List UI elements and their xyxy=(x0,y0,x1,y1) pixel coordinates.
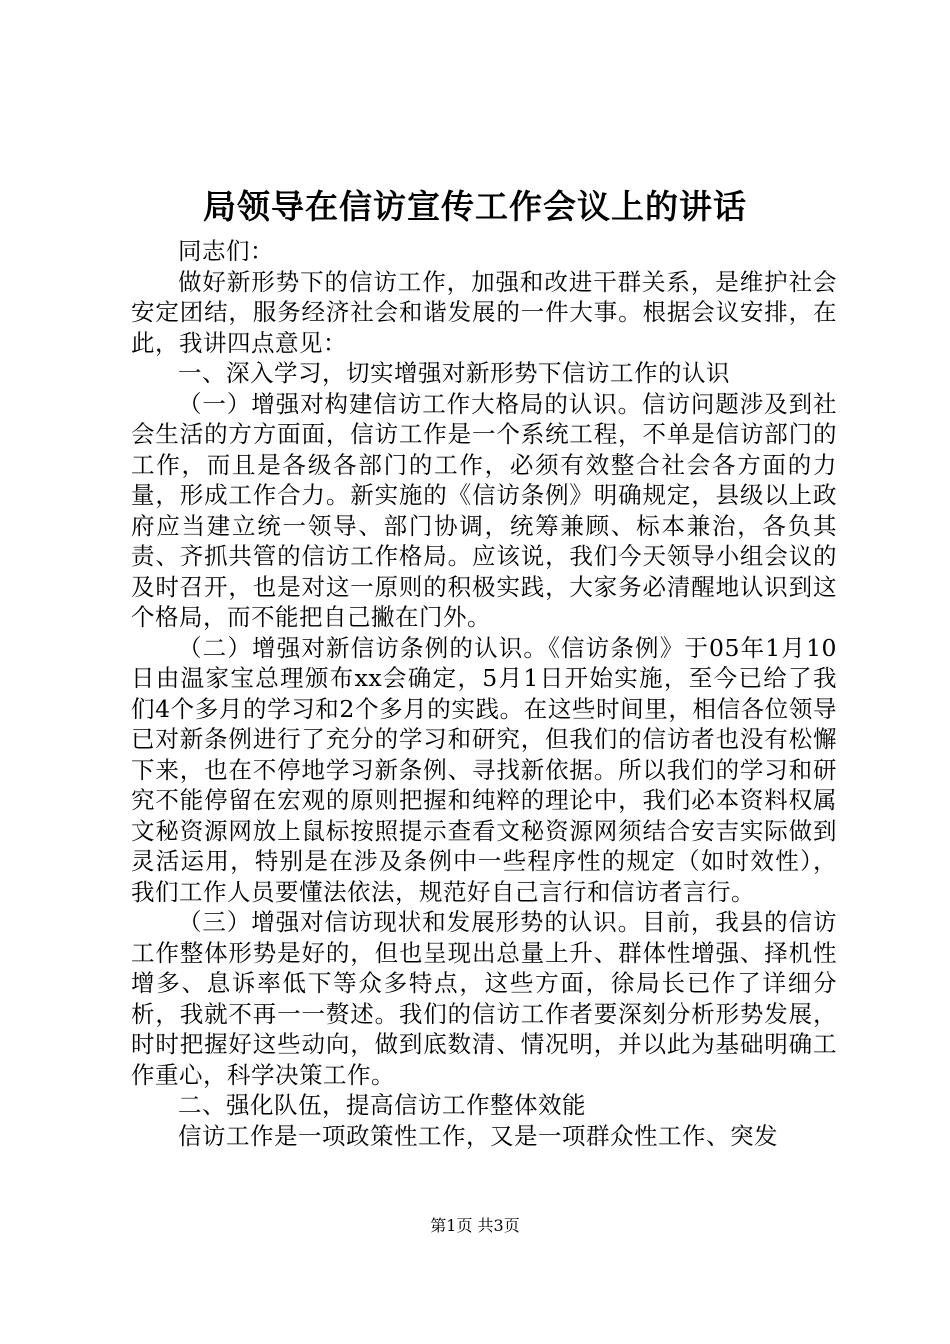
subsection-paragraph-3: （三）增强对信访现状和发展形势的认识。目前，我县的信访工作整体形势是好的，但也呈现出总量上升、群体性增强、择机性增多、息诉率低下等众多特点，这些方面，徐局长已作了详细分析，我就不再一一赘述。我们的信访工作者要深刻分析形势发展，时时把握好这些动向，做到底数清、情况明，并以此为基础明确工作重心，科学决策工作。 xyxy=(131,908,837,1089)
document-title: 局领导在信访宣传工作会议上的讲话 xyxy=(203,187,747,226)
salutation: 同志们： xyxy=(178,237,274,265)
body-paragraph: 信访工作是一项政策性工作，又是一项群众性工作、突发 xyxy=(178,1121,778,1150)
intro-paragraph: 做好新形势下的信访工作，加强和改进干群关系，是维护社会安定团结，服务经济社会和谐发展的一件大事。根据会议安排，在此，我讲四点意见： xyxy=(131,267,837,357)
document-body xyxy=(131,236,837,1151)
section-heading-1: 一、深入学习，切实增强对新形势下信访工作的认识 xyxy=(178,359,730,387)
subsection-paragraph-2: （二）增强对新信访条例的认识。《信访条例》于05年1月10日由温家宝总理颁布xx会确定，5月1日开始实施，至今已给了我们4个多月的学习和2个多月的实践。在这些时间里，相信各位领导已对新条例进行了充分的学习和研究，但我们的信访者也没有松懈下来，也在不停地学习新条例、寻找新依据。所以我们的学习和研究不能停留在宏观的原则把握和纯粹的理论中，我们必本资料权属文秘资源网放上鼠标按照提示查看文秘资源网须结合安吉实际做到灵活运用，特别是在涉及条例中一些程序性的规定（如时效性），我们工作人员要懂法依法，规范好自己言行和信访者言行。 xyxy=(131,633,837,906)
subsection-paragraph-1: （一）增强对构建信访工作大格局的认识。信访问题涉及到社会生活的方方面面，信访工作是一个系统工程，不单是信访部门的工作，而且是各级各部门的工作，必须有效整合社会各方面的力量，形成工作合力。新实施的《信访条例》明确规定，县级以上政府应当建立统一领导、部门协调，统筹兼顾、标本兼治，各负其责、齐抓共管的信访工作格局。应该说，我们今天领导小组会议的及时召开，也是对这一原则的积极实践，大家务必清醒地认识到这个格局，而不能把自己撇在门外。 xyxy=(131,389,837,631)
section-heading-2: 二、强化队伍，提高信访工作整体效能 xyxy=(178,1091,586,1119)
page-footer: 第1页 共3页 xyxy=(430,1216,520,1235)
